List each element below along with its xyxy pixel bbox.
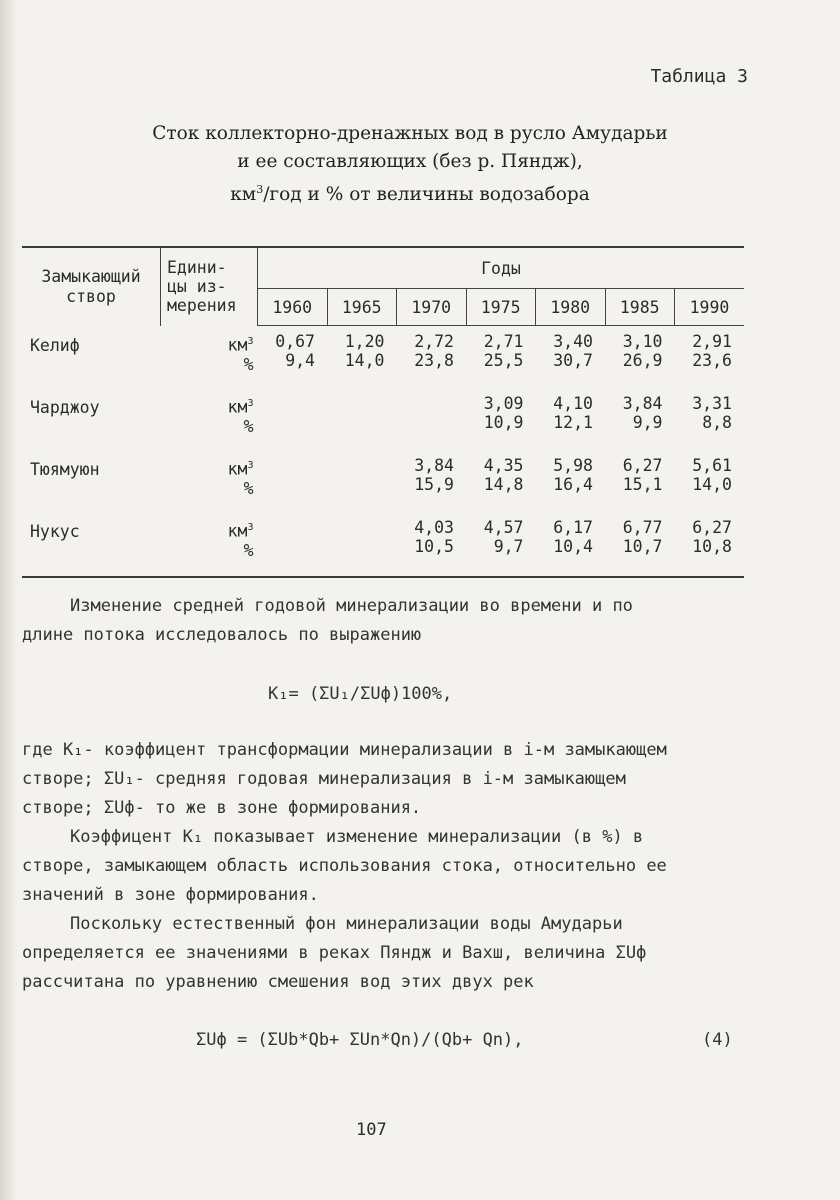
unit-km: км [227,335,248,355]
units-cell [161,456,258,518]
value-cell [675,456,745,518]
value-km3: 2,71 [483,332,524,351]
value-km3: 4,03 [414,518,454,537]
station-name: Нукус [22,518,161,577]
unit-pct: % [243,416,254,436]
value-cell [397,332,467,394]
station-name: Келиф [30,336,80,355]
header-years: Годы [258,247,745,289]
table-label: Таблица 3 [650,66,748,87]
value-pct: 9,4 [285,351,315,370]
value-cell [536,394,606,456]
title-unit: км [230,184,257,206]
paragraph-2-line-1: где K₁- коэффицент трансформации минерализации в i-м замыкающем [22,740,667,760]
value-pct: 9,7 [493,537,524,556]
value-cell [536,518,606,577]
value-km3: 6,27 [692,518,732,537]
header-station-line-2: створ [66,286,116,306]
paragraph-4-line-2: определяется ее значениями в реках Пяндж и Вахш, величина ΣUф [22,943,647,963]
paragraph-3-line-3: значений в зоне формирования. [22,885,319,905]
units-cell [161,332,258,394]
value-pct: 26,9 [622,351,663,370]
value-km3: 3,10 [622,332,663,351]
value-km3: 3,84 [414,456,454,475]
value-km3: 2,91 [692,332,732,351]
header-year: 1990 [675,289,745,326]
value-cell [397,394,467,456]
value-km3: 6,17 [553,518,593,537]
value-pct: 10,9 [483,413,524,432]
value-cell [466,332,536,394]
value-pct: 9,9 [632,413,663,432]
formula-k1: K₁= (ΣU₁/ΣUф)100%, [268,684,453,704]
value-pct: 30,7 [553,351,593,370]
header-year: 1965 [327,289,397,326]
value-cell [397,518,467,577]
value-km3: 0,67 [275,332,315,351]
header-year: 1980 [536,289,606,326]
table-row [22,394,744,456]
value-cell [466,394,536,456]
table-row [22,518,744,577]
value-pct: 16,4 [553,475,593,494]
value-km3: 2,72 [414,332,454,351]
table-row [22,456,744,518]
value-pct: 10,4 [553,537,593,556]
header-units [161,247,258,326]
value-pct: 15,1 [622,475,663,494]
value-cell [258,518,328,577]
value-pct: 8,8 [702,413,732,432]
header-year: 1970 [397,289,467,326]
header-units-line-2: цы из- [167,277,227,297]
value-cell [327,456,397,518]
paragraph-1-line-1: Изменение средней годовой минерализации во времени и по [70,596,633,616]
value-pct: 12,1 [553,413,593,432]
value-cell [675,518,745,577]
unit-exponent: 3 [247,522,254,533]
header-year: 1960 [258,289,328,326]
header-year: 1975 [466,289,536,326]
equation-number: (4) [702,1030,733,1050]
unit-km: км [227,459,248,479]
value-pct: 14,0 [344,351,385,370]
unit-pct: % [243,540,254,560]
units-cell [161,394,258,456]
value-cell [327,518,397,577]
value-km3: 6,27 [622,456,663,475]
page-edge-shadow [0,0,18,1200]
unit-exponent: 3 [247,398,254,409]
units-cell [161,518,258,577]
runoff-table [22,246,744,578]
value-pct: 23,8 [414,351,454,370]
value-pct: 23,6 [692,351,732,370]
paragraph-2-line-3: створе; ΣUф- то же в зоне формирования. [22,798,422,818]
header-units-line-3: мерения [167,296,237,316]
value-cell [466,456,536,518]
value-pct: 10,7 [622,537,663,556]
table-row [22,332,744,394]
value-km3: 3,40 [553,332,593,351]
value-cell [675,332,745,394]
unit-exponent: 3 [247,460,254,471]
value-cell [605,332,675,394]
title-line-2: и ее составляющих (без р. Пяндж), [237,151,583,172]
paragraph-3-line-1: Коэффицент K₁ показывает изменение минерализации (в %) в [70,827,644,847]
unit-exponent: 3 [247,336,254,347]
value-km3: 5,61 [692,456,732,475]
value-cell [258,456,328,518]
value-km3: 3,84 [622,394,663,413]
value-cell [605,456,675,518]
value-cell [536,456,606,518]
paragraph-4-line-1: Поскольку естественный фон минерализации воды Амударьи [70,914,623,934]
formula-mixing: ΣUф = (ΣUb*Qb+ ΣUn*Qn)/(Qb+ Qn), [196,1030,524,1050]
paragraph-1-line-2: длине потока исследовалось по выражению [22,625,422,645]
value-pct: 15,9 [414,475,454,494]
value-pct: 10,5 [414,537,454,556]
value-cell [397,456,467,518]
title-line-1: Сток коллекторно-дренажных вод в русло Амударьи [152,123,668,144]
value-cell [327,394,397,456]
value-cell [536,332,606,394]
header-station [22,247,161,326]
value-pct: 25,5 [483,351,524,370]
title-suffix: /год и % от величины водозабора [263,184,590,206]
value-km3: 4,10 [553,394,593,413]
value-cell [675,394,745,456]
page-number: 107 [356,1120,387,1140]
value-pct: 14,8 [483,475,524,494]
value-cell [605,518,675,577]
value-km3: 6,77 [622,518,663,537]
value-km3: 3,31 [692,394,732,413]
value-pct: 10,8 [692,537,732,556]
title-line-3 [90,176,730,209]
value-cell [466,518,536,577]
station-name: Чарджоу [30,398,100,417]
paragraph-3-line-2: створе, замыкающем область использования стока, относительно ее [22,856,667,876]
unit-pct: % [243,354,254,374]
value-cell [605,394,675,456]
header-station-line-1: Замыкающий [41,266,141,286]
value-km3: 4,35 [483,456,524,475]
unit-km: км [227,521,248,541]
paragraph-4-line-3: рассчитана по уравнению смешения вод этих двух рек [22,972,534,992]
value-cell [258,394,328,456]
unit-pct: % [243,478,254,498]
station-name: Тюямуюн [30,460,100,479]
value-cell [258,332,328,394]
value-cell [327,332,397,394]
header-year: 1985 [605,289,675,326]
paragraph-2-line-2: створе; ΣU₁- средняя годовая минерализация в i-м замыкающем [22,769,626,789]
value-km3: 1,20 [344,332,385,351]
header-units-line-1: Едини- [167,258,227,278]
table-title [90,120,730,209]
value-km3: 4,57 [483,518,524,537]
value-km3: 3,09 [483,394,524,413]
title-unit-exponent: 3 [256,183,264,196]
unit-km: км [227,397,248,417]
value-pct: 14,0 [692,475,732,494]
value-km3: 5,98 [553,456,593,475]
